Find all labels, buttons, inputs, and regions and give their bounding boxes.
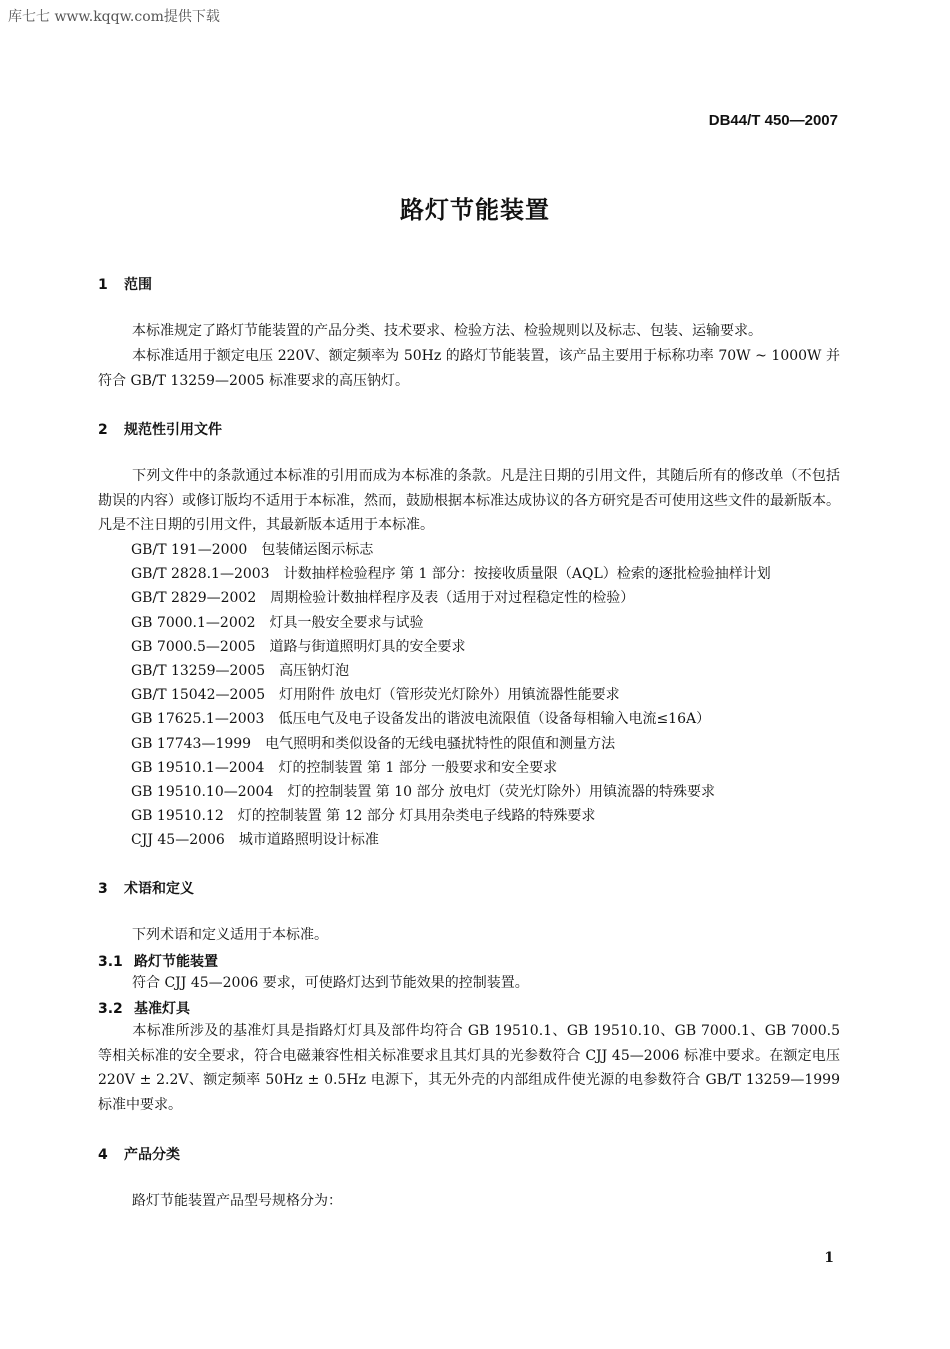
reference-item: [131, 659, 771, 683]
section-title: 术语和定义: [124, 881, 194, 897]
paragraph-text: 下列术语和定义适用于本标准。: [132, 927, 328, 943]
reference-item: [131, 683, 771, 707]
term-number: 3.1: [98, 954, 123, 970]
paragraph-text: 本标准适用于额定电压 220V、额定频率为 50Hz 的路灯节能装置，该产品主要用于标称功率 70W ~ 1000W 并符合 GB/T 13259—2005 标准要求的高压钠灯。: [98, 348, 840, 389]
reference-title: 道路与街道照明灯具的安全要求: [269, 638, 466, 655]
paragraph-text: 符合 CJJ 45—2006 要求，可使路灯达到节能效果的控制装置。: [132, 975, 529, 991]
reference-code: GB 19510.10—2004: [131, 783, 274, 800]
reference-title: 电气照明和类似设备的无线电骚扰特性的限值和测量方法: [265, 735, 616, 752]
reference-code: GB 19510.12: [131, 808, 224, 825]
reference-code: GB/T 13259—2005: [131, 662, 266, 679]
term-heading: [98, 951, 218, 971]
watermark: 库七七 www.kqqw.com提供下载: [8, 9, 220, 25]
reference-title: 灯的控制装置 第 12 部分 灯具用杂类电子线路的特殊要求: [237, 808, 596, 825]
reference-item: [131, 780, 771, 804]
page-number: 1: [824, 1250, 834, 1266]
paragraph-text: 路灯节能装置产品型号规格分为：: [132, 1193, 342, 1209]
reference-item: [131, 586, 771, 610]
reference-code: GB 7000.1—2002: [131, 614, 256, 631]
section-heading: [98, 274, 152, 294]
reference-item: [131, 732, 771, 756]
section-number: 4: [98, 1147, 108, 1163]
reference-title: 计数抽样检验程序 第 1 部分：按接收质量限（AQL）检索的逐批检验抽样计划: [283, 566, 771, 583]
reference-code: GB 17625.1—2003: [131, 711, 265, 728]
section-number: 1: [98, 277, 108, 293]
reference-item: [131, 538, 771, 562]
term-heading: [98, 998, 190, 1018]
reference-code: GB/T 2828.1—2003: [131, 566, 270, 583]
reference-list: [131, 538, 771, 852]
reference-item: [131, 804, 771, 828]
reference-code: CJJ 45—2006: [131, 832, 225, 849]
paragraph: [98, 319, 840, 344]
reference-title: 灯的控制装置 第 1 部分 一般要求和安全要求: [278, 759, 558, 776]
reference-item: [131, 611, 771, 635]
section-number: 3: [98, 881, 108, 897]
term-number: 3.2: [98, 1001, 123, 1017]
paragraph: [98, 1189, 840, 1214]
section-heading: [98, 878, 194, 898]
reference-item: [131, 756, 771, 780]
reference-title: 高压钠灯泡: [279, 662, 350, 679]
section-heading: [98, 419, 222, 439]
reference-title: 包装储运图示标志: [261, 542, 374, 558]
section-heading: [98, 1144, 180, 1164]
reference-item: [131, 707, 771, 731]
section-title: 范围: [124, 277, 152, 293]
document-title: 路灯节能装置: [400, 196, 550, 224]
reference-code: GB 7000.5—2005: [131, 638, 256, 655]
reference-code: GB 19510.1—2004: [131, 759, 265, 776]
paragraph: [98, 1019, 840, 1117]
reference-title: 低压电气及电子设备发出的谐波电流限值（设备每相输入电流≤16A）: [278, 711, 711, 728]
paragraph-text: 本标准规定了路灯节能装置的产品分类、技术要求、检验方法、检验规则以及标志、包装、运输要求。: [132, 323, 762, 339]
reference-title: 灯的控制装置 第 10 部分 放电灯（荧光灯除外）用镇流器的特殊要求: [287, 783, 715, 800]
section-title: 规范性引用文件: [124, 422, 222, 438]
reference-title: 灯用附件 放电灯（管形荧光灯除外）用镇流器性能要求: [279, 687, 620, 704]
paragraph-text: 下列文件中的条款通过本标准的引用而成为本标准的条款。凡是注日期的引用文件，其随后所有的修改单（不包括勘误的内容）或修订版均不适用于本标准，然而，鼓励根据本标准达成协议的各方研究是否可使用这些文件的最新版本。凡是不注日期的引用文件，其最新版本适用于本标准。: [98, 468, 840, 533]
reference-code: GB/T 191—2000: [131, 542, 248, 558]
reference-title: 灯具一般安全要求与试验: [269, 614, 424, 631]
reference-code: GB 17743—1999: [131, 735, 252, 752]
term-title: 路灯节能装置: [134, 954, 218, 970]
section-number: 2: [98, 422, 108, 438]
paragraph: [98, 344, 840, 393]
reference-title: 城市道路照明设计标准: [238, 832, 379, 849]
reference-code: GB/T 15042—2005: [131, 687, 266, 704]
reference-item: [131, 635, 771, 659]
paragraph: [98, 971, 840, 996]
standard-code: DB44/T 450—2007: [708, 112, 838, 129]
reference-title: 周期检验计数抽样程序及表（适用于对过程稳定性的检验）: [270, 590, 635, 607]
reference-item: [131, 562, 771, 586]
paragraph: [98, 923, 840, 948]
section-title: 产品分类: [124, 1147, 180, 1163]
paragraph: [98, 464, 840, 538]
term-title: 基准灯具: [134, 1001, 190, 1017]
paragraph-text: 本标准所涉及的基准灯具是指路灯灯具及部件均符合 GB 19510.1、GB 19510.10、GB 7000.1、GB 7000.5 等相关标准的安全要求，符合电磁兼容性相关标准要求且其灯具的光参数符合 CJJ 45—2006 标准中要求。在额定电压 220V ± 2.2V、额定频率 50Hz ± 0.5Hz 电源下，其无外壳的内部组成件使光源的电参数符合 GB/T 13259—1999 标准中要求。: [98, 1023, 840, 1113]
reference-code: GB/T 2829—2002: [131, 590, 257, 607]
reference-item: [131, 828, 771, 852]
